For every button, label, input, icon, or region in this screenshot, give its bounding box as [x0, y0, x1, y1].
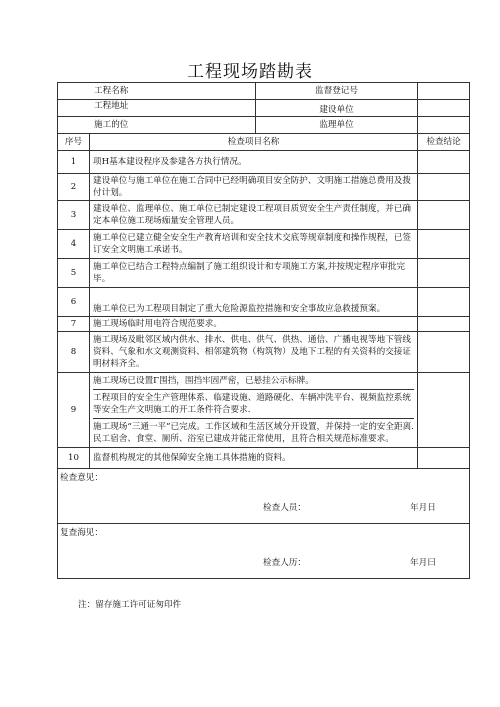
- table-row: [58, 332, 470, 373]
- table-row: [58, 230, 470, 259]
- table-row: [58, 317, 470, 332]
- row-number: 9: [58, 373, 90, 448]
- row-conclusion: [418, 230, 470, 259]
- inspection-date-label: 年月日: [410, 503, 436, 513]
- row-number: 7: [58, 317, 90, 332]
- row-number: 1: [58, 151, 90, 174]
- project-name-label: 工程名称: [58, 83, 256, 100]
- info-row-3: [58, 117, 470, 134]
- rechecker-label: 检查人历：: [263, 558, 306, 568]
- construction-unit-label: 建设单位: [256, 100, 418, 117]
- row-item-text: 项H基本建设程序及参建各方执行情况。: [90, 151, 418, 174]
- supervisor-unit-value: [418, 117, 470, 134]
- row-item-text: 建设单位、监理单位、施工单位已制定建设工程项目质贸安全生产责任制度，并已确定本单位施工现场痂量安全管理人员。: [90, 201, 418, 230]
- inspection-opinion-cell: [58, 469, 470, 524]
- header-item: 检查项目名称: [90, 134, 418, 151]
- row-item-text: 施工单位已建立健全安全生产教育培训和安全技术交底等规章制度和操作规程，已签订安全文明施工承诺书。: [90, 230, 418, 259]
- construction-unit-value: [418, 100, 470, 117]
- table-row: [58, 288, 470, 317]
- supervision-reg-value: [418, 83, 470, 100]
- table-row: [58, 259, 470, 288]
- project-address-label: 工程地址: [58, 100, 256, 117]
- header-no: 序号: [58, 134, 90, 151]
- row-number: 2: [58, 174, 90, 201]
- row-number: 3: [58, 201, 90, 230]
- review-row-1: [58, 469, 470, 524]
- table-row: [58, 448, 470, 469]
- row-subitem: 施工现场“三通一平”已完成。工作区域和生活区域分开设置，并保持一定的安全距离. 民工宿舍、食堂、厕所、浴室已建成并能正常使用，且符合相关规范标准要求。: [93, 422, 414, 444]
- info-row-1: [58, 83, 470, 100]
- inspection-table: [57, 82, 470, 579]
- row-conclusion: [418, 373, 470, 448]
- row-conclusion: [418, 332, 470, 373]
- row-item-subitems: [90, 373, 418, 448]
- inspection-opinion-label: 检查意见：: [60, 473, 103, 483]
- row-conclusion: [418, 317, 470, 332]
- header-conclusion: 检查结论: [418, 134, 470, 151]
- row-subitem: 工程项目的安全生产管理体系、临建设施、道路硬化、车辆冲洗平台、视频监控系统等安全生产文明施工的开工条件符合要求.: [93, 390, 414, 419]
- recheck-opinion-cell: [58, 524, 470, 579]
- row-number: 6: [58, 288, 90, 317]
- row-conclusion: [418, 259, 470, 288]
- row-conclusion: [418, 174, 470, 201]
- table-row: [58, 151, 470, 174]
- row-item-text: 监督机构规定的其他保障安全施工具体措施的资料。: [90, 448, 418, 469]
- row-number: 8: [58, 332, 90, 373]
- supervisor-unit-label: 监理单位: [256, 117, 418, 134]
- table-row: [58, 174, 470, 201]
- row-number: 5: [58, 259, 90, 288]
- supervision-reg-label: 监督登记号: [256, 83, 418, 100]
- row-conclusion: [418, 201, 470, 230]
- table-row: [58, 201, 470, 230]
- row-item-text: 施工现场临时用电符合规范要求。: [90, 317, 418, 332]
- row-item-text: 施工单位已为工程项目制定了重大危险源监控措施和安全事故应急救援预案。: [90, 288, 418, 317]
- table-header-row: [58, 134, 470, 151]
- row-item-text: 施工现场及毗邻区域内供水、排水、供电、供气、供热、通信、广播电视等地下管线资料、气象和水文观测资料、相邻建筑物（构筑物）及地下工程的有关资料的交接证明材料齐全。: [90, 332, 418, 373]
- row-conclusion: [418, 151, 470, 174]
- row-item-text: 施工单位已结合工程特点编制了施工组织设计和专项施工方案,并按规定程序审批完毕。: [90, 259, 418, 288]
- review-row-2: [58, 524, 470, 579]
- row-subitem: 施工现场已设置Γ围挡，围挡牢固严密，已悬挂公示标牌。: [93, 373, 414, 390]
- contractor-label: 施工的位: [58, 117, 256, 134]
- recheck-opinion-label: 复查海见：: [60, 528, 103, 538]
- inspector-label: 检查人员：: [263, 503, 306, 513]
- row-conclusion: [418, 288, 470, 317]
- row-number: 4: [58, 230, 90, 259]
- table-row: [58, 373, 470, 448]
- row-item-text: 建设单位与施工单位在施工合同中已经明确项目安全防护、文明施工措施总费用及拨付计划。: [90, 174, 418, 201]
- recheck-date-label: 年月曰: [410, 558, 436, 568]
- info-row-2: [58, 100, 470, 117]
- footnote: 注：留存施工许可证匆印件: [78, 600, 182, 610]
- page-title: 工程现场踏勘表: [187, 62, 313, 82]
- row-conclusion: [418, 448, 470, 469]
- row-number: 10: [58, 448, 90, 469]
